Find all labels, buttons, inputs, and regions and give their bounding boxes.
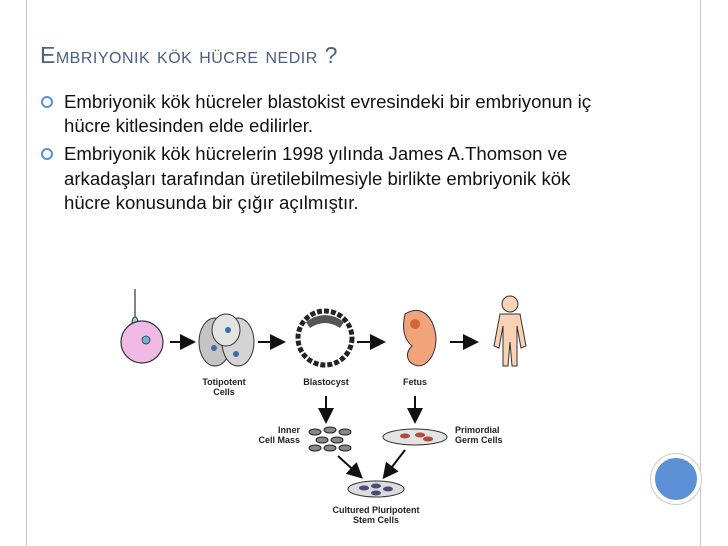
inner-cell-mass-icon (309, 427, 351, 451)
arrow-7 (338, 456, 360, 476)
label-blastocyst: Blastocyst (303, 377, 349, 387)
stem-cell-diagram (110, 284, 550, 546)
fetus-icon (404, 310, 436, 365)
bullet-text: Embriyonik kök hücrelerin 1998 yılında James A.Thomson ve arkadaşları tarafından üretilebilmesiyle birlikte embriyonik kök hücre konusunda bir çığır açılmıştır. (64, 143, 571, 213)
label-cell-mass: Cell Mass (258, 435, 300, 445)
bullet-list (38, 90, 618, 219)
human-figure-icon (494, 296, 526, 366)
label-stem-cells: Stem Cells (352, 515, 400, 525)
bullet-circle-icon (41, 148, 53, 160)
label-germ-cells: Germ Cells (455, 435, 503, 445)
arrow-8 (385, 450, 405, 476)
bullet-item (38, 90, 618, 138)
blastocyst-icon (298, 311, 352, 365)
slide-title: Embriyonik kök hücre nedir ? (40, 42, 338, 68)
label-totipotent: Totipotent (202, 377, 246, 387)
frame-line-left (26, 0, 27, 546)
bullet-circle-icon (41, 96, 53, 108)
bullet-item (38, 142, 618, 215)
cultured-stem-cells-dish-icon (348, 481, 404, 497)
label-primordial: Primordial (455, 425, 500, 435)
label-inner: Inner (277, 425, 300, 435)
totipotent-cells-icon (199, 314, 254, 366)
decorative-circle (651, 454, 701, 504)
frame-line-right (700, 0, 701, 546)
egg-cell-icon (121, 289, 163, 363)
bullet-text: Embriyonik kök hücreler blastokist evresindeki bir embriyonun iç hücre kitlesinden elde edilirler. (64, 91, 592, 137)
primordial-germ-cells-dish-icon (383, 429, 447, 445)
label-cultured-pluripotent: Cultured Pluripotent (332, 505, 420, 515)
label-fetus: Fetus (402, 377, 428, 387)
label-totipotent-cells: Cells (213, 387, 235, 397)
